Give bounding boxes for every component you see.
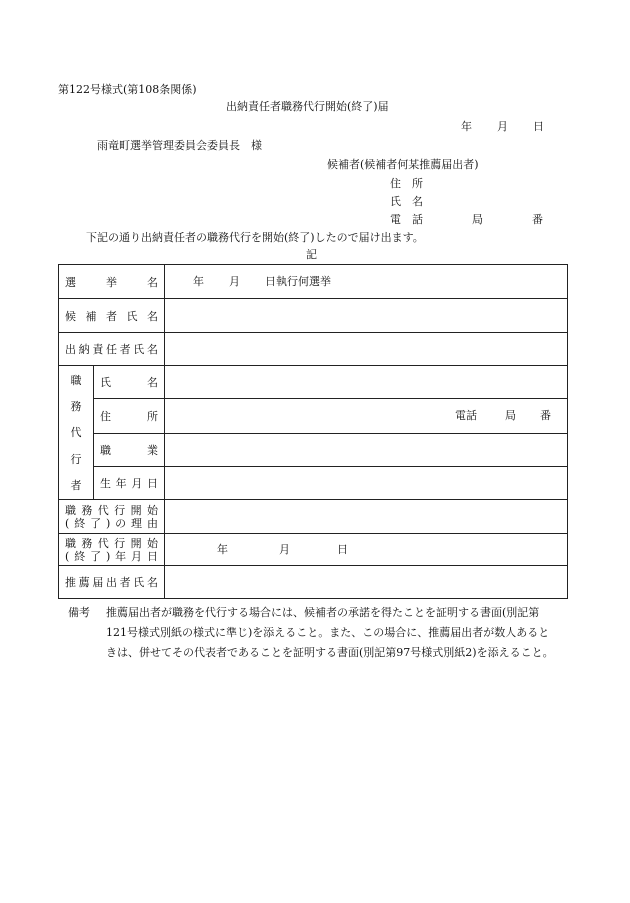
election-year: 年 <box>193 275 204 288</box>
acting-phone-label: 電話 <box>455 409 477 422</box>
election-value-cell <box>165 265 568 299</box>
treasurer-name-label-cell <box>59 333 165 366</box>
name-label: 氏 名 <box>390 195 423 208</box>
date-label-line2: ( 終 了 ) 年 月 日 <box>65 549 158 563</box>
acting-address-label-cell <box>94 399 165 434</box>
acting-date-day: 日 <box>337 543 348 556</box>
date-value-cell <box>165 534 568 566</box>
acting-date-month: 月 <box>279 543 290 556</box>
remarks-line: 推薦届出者が職務を代行する場合には、候補者の承諾を得たことを証明する書面(別記第 <box>106 606 540 619</box>
acting-phone-exchange: 局 <box>505 409 516 422</box>
address-label: 住 所 <box>390 177 423 190</box>
remarks-line: きは、併せてその代表者であることを証明する書面(別記第97号様式別紙2)を添えること。 <box>106 646 554 659</box>
acting-birthdate-label-cell <box>94 467 165 500</box>
acting-birthdate-label: 生 年 月 日 <box>100 477 158 490</box>
reason-label-cell <box>59 500 165 534</box>
remarks-line: 121号様式別紙の様式に準じ)を添えること。また、この場合に、推薦届出者が数人あると <box>106 626 550 639</box>
reason-label-line2: ( 終 了 ) の 理 由 <box>65 516 158 530</box>
reason-value <box>165 500 568 534</box>
table-row <box>59 399 568 434</box>
reason-label-line1: 職 務 代 行 開 始 <box>65 503 158 517</box>
table-row <box>59 333 568 366</box>
acting-date-year: 年 <box>217 543 228 556</box>
phone-exchange: 局 <box>472 213 483 226</box>
nominator-name-label: 推 薦 届 出 者 氏 名 <box>65 576 158 589</box>
acting-label: 職 務 代 行 者 <box>70 373 82 493</box>
acting-label-cell <box>59 366 94 500</box>
date-label-cell <box>59 534 165 566</box>
acting-occupation-label-cell <box>94 434 165 467</box>
phone-label: 電 話 <box>390 213 423 226</box>
form-number: 第122号様式(第108条関係) <box>58 83 197 96</box>
submitter-label: 候補者(候補者何某推薦届出者) <box>327 158 479 171</box>
candidate-name-value <box>165 299 568 333</box>
acting-occupation-label: 職 業 <box>100 444 158 457</box>
date-year: 年 <box>461 120 472 133</box>
table-row <box>59 265 568 299</box>
table-row <box>59 299 568 333</box>
addressee: 雨竜町選挙管理委員会委員長 様 <box>97 139 262 152</box>
acting-name-label: 氏 名 <box>100 376 158 389</box>
election-label: 選 挙 名 <box>65 275 158 289</box>
acting-birthdate-value <box>165 467 568 500</box>
table-row <box>59 566 568 599</box>
table-row <box>59 534 568 566</box>
nominator-name-value <box>165 566 568 599</box>
election-month: 月 <box>229 275 240 288</box>
document-title: 出納責任者職務代行開始(終了)届 <box>226 100 389 113</box>
remarks <box>68 603 568 663</box>
acting-name-label-cell <box>94 366 165 399</box>
date-month: 月 <box>497 120 508 133</box>
ki-label: 記 <box>306 248 317 261</box>
phone-line <box>0 213 630 227</box>
acting-phone-number: 番 <box>540 409 551 422</box>
remarks-head: 備考 <box>68 606 90 619</box>
acting-name-value <box>165 366 568 399</box>
nominator-name-label-cell <box>59 566 165 599</box>
submission-date <box>0 120 630 134</box>
election-suffix: 日執行何選挙 <box>265 275 331 288</box>
table-row <box>59 434 568 467</box>
candidate-name-label: 候 補 者 氏 名 <box>65 309 158 323</box>
election-label-cell <box>59 265 165 299</box>
candidate-name-label-cell <box>59 299 165 333</box>
table-row <box>59 467 568 500</box>
acting-address-label: 住 所 <box>100 410 158 423</box>
treasurer-name-label: 出 納 責 任 者 氏 名 <box>65 343 158 356</box>
table-row <box>59 366 568 399</box>
phone-number: 番 <box>532 213 543 226</box>
treasurer-name-value <box>165 333 568 366</box>
acting-address-value <box>165 399 568 434</box>
intro-text: 下記の通り出納責任者の職務代行を開始(終了)したので届け出ます。 <box>86 231 424 244</box>
date-day: 日 <box>533 120 544 133</box>
table-row <box>59 500 568 534</box>
form-table <box>58 264 568 599</box>
acting-occupation-value <box>165 434 568 467</box>
date-label-line1: 職 務 代 行 開 始 <box>65 536 158 550</box>
